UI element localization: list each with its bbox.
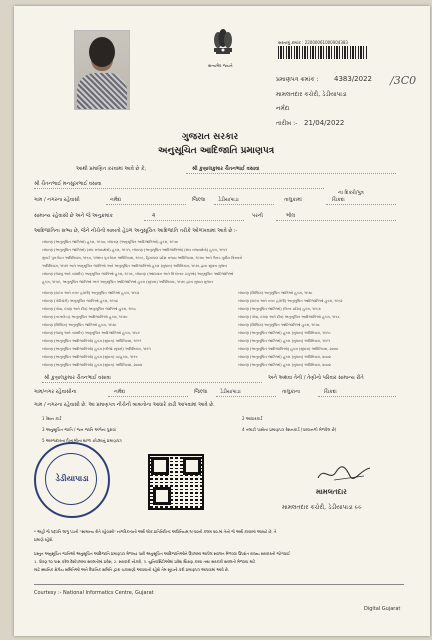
orders-line: અધિનિયમ, ૧૯૭૧ અને અનુસૂચિત જાતિઓ અને અનુસૂચિત આદિજાતિઓ હુકમ (સુધારા) અધિનિયમ, ૧૯૭૬ દ્વારા સુધારા મુજબ: [42, 264, 228, 268]
order-left: બંધારણ (અનુસૂચિત આદિજાતિઓ) હુકમ (સુધારા) વટહુકમ, ૧૯૯૬: [42, 355, 138, 359]
basis-item: 2 આધારકાર્ડ: [242, 416, 263, 421]
body-line1-prefix: આથી પ્રમાણિત કરવામાં આવે છે કે,: [76, 166, 147, 172]
taluka-value: ડેડીયાપાડા: [218, 197, 239, 203]
basis-item: 3 અનુસૂચિત જાતિ / જન જાતિ અંગેના પુરાવા: [42, 427, 116, 432]
basis-item: 4 તલાટી પાસેના પ્રમાણપત્ર રેશનકાર્ડ (પરવાનગી મેળવેલ છે): [242, 427, 337, 432]
applicant-name: શ્રી કુણાલકુમાર ચૈતનભાઈ વસાવા: [192, 166, 260, 172]
order-left: બંધારણ (ગોવા, દમણ અને દીવ) અનુસૂચિત જાતિઓ હુકમ, ૧૯૬૮: [42, 307, 137, 311]
basis-item: 1 રેશન કાર્ડ: [42, 416, 62, 421]
body-line4-prefix: સામાન્ય રહેવાસી છે અને જે અનુક્રમાંક: [34, 213, 113, 219]
tribe-name: ભીલ: [286, 213, 296, 219]
cert-number: 4383/2022: [334, 75, 372, 83]
signatory-office: મામલતદાર કચેરી, ડેડીયાપાડા ૯૯: [282, 504, 362, 511]
district-label: જિલ્લા: [192, 197, 206, 203]
district-value: નર્મદા: [110, 197, 122, 203]
para2-taluka-label: તાલુકાના: [282, 389, 301, 395]
orders-line: બંધારણ (જમ્મુ અને કાશ્મીર) અનુસૂચિત જાતિઓ હુકમ, ૧૯૫૬, બંધારણ (આંદામાન અને નિકોબાર ટાપુઓ) અનુસૂચિત આદિજાતિઓ: [42, 272, 234, 276]
barcode-text: સરનામું ક્રમાંક : 22000061000004383: [278, 40, 348, 45]
body-line5: આદિજાતિના સભ્ય છે, જેને નીચેની બાબતો હેઠળ અનુસૂચિત આદિજાતિ તરીકે ઓળખવામાં આવે છે :-: [34, 228, 238, 234]
order-left: બંધારણ (દાદરા અને નગર હવેલી) અનુસૂચિત જાતિઓ હુકમ, ૧૯૬૨: [42, 291, 140, 295]
district-name: નર્મદા: [276, 105, 290, 112]
order-left: બંધારણ (અનુસૂચિત આદિજાતિઓ) હુકમ (સુધારા) અધિનિયમ, ૨૦૦૨: [42, 363, 143, 367]
order-right: બંધારણ (અનુસૂચિત જાતિઓ) હુકમ (સુધારા) અધિનિયમ, ૨૦૦૨: [238, 355, 331, 359]
digital-gujarat-brand: Digital Gujarat: [364, 606, 401, 612]
qr-code: [148, 454, 204, 510]
footer-note: પ્રસ્તુત અનુસૂચિત જાતિઓ અનુસૂચિત આદિજાતિ પ્રમાણપત્ર મેળવ્યા પછી અનુસૂચિત આદિજાતિઓને ઉપલબ્ધ આપેલ સવલત મેળવવા ઉપરાંત રાજ્ય સરકારની જોગવાઈ: [34, 551, 290, 556]
order-right: બંધારણ (અનુસૂચિત જાતિઓ) હુકમ (સુધારા) અધિનિયમ, ૧૯૯૦: [238, 331, 331, 335]
order-right: બંધારણ (અનુસૂચિત જાતિઓ) હુકમ (સુધારા) અધિનિયમ, ૧૯૯૧: [238, 339, 330, 343]
para2-village: ચિકદા: [324, 389, 337, 395]
date-label: તારીખ :-: [276, 120, 298, 127]
body-line4-mid: પરની: [252, 213, 263, 219]
order-right: બંધારણ (ગોવા, દમણ અને દીવ) અનુસૂચિત આદિજાતિઓ હુકમ, ૧૯૬૮: [238, 315, 340, 319]
orders-line: બંધારણ (અનુસૂચિત જાતિઓ) હુકમ, ૧૯૫૦, બંધારણ (અનુસૂચિત આદિજાતિઓ) હુકમ, ૧૯૫૦: [42, 240, 178, 244]
para2-suffix: અને અથવા તેની / તેણીનો પરિવાર સામાન્ય રીતે: [268, 375, 364, 381]
certificate-title: અનુસૂચિત આદિજાતિ પ્રમાણપત્ર: [158, 146, 275, 156]
order-left: બંધારણ (નાગાલેન્ડ) અનુસૂચિત આદિજાતિઓ હુકમ, ૧૯૭૦: [42, 315, 128, 319]
para2-district-label: જિલ્લા: [194, 389, 208, 395]
courtesy-text: Courtesy :- National Informatics Centre, Gujarat: [34, 590, 154, 596]
serial-number: 4: [152, 213, 156, 219]
para2-taluka: ડેડીયાપાડા: [220, 389, 241, 395]
footer-note: માટે સ્થાનિક ક્ષેત્રીય સમિતિઓ અને વૈધાનિક સમિતિ દ્વારા ચકાસણી આપવાની રહેશે તેમ સૂચનો કરી પ્રમાણપત્ર આપવામાં આવે છે.: [34, 567, 229, 572]
relation-label: ના દિકરો/પુત્ર: [338, 190, 364, 196]
para2-prefix: ગામ/નગર રહેવાસીના: [34, 389, 77, 395]
applicant-name-2: શ્રી કુણાલકુમાર ચૈતનભાઈ વસાવા: [44, 375, 111, 381]
para2-line2: ગામ / નગરના રહેવાસી છે. આ પ્રમાણપત્ર નીચેની બાબતોના આધારે કાઢી આપવામાં આવે છે.: [34, 402, 215, 408]
order-left: બંધારણ (સિક્કિમ) અનુસૂચિત જાતિઓ હુકમ, ૧૯૭૮: [42, 323, 117, 327]
village-value: ચિકદા: [332, 197, 345, 203]
taluka-label: તાલુકામાં: [284, 197, 302, 203]
order-left: બંધારણ (અનુસૂચિત આદિજાતિઓ) હુકમ (બીજો સુધારો) અધિનિયમ, ૧૯૯૧: [42, 347, 151, 351]
signature-icon: [314, 464, 374, 484]
orders-line: મુંબઈ પુનર્ગઠન અધિનિયમ, ૧૯૬૦, પંજાબ પુનર્ગઠન અધિનિયમ, ૧૯૬૬, હિમાચલ પ્રદેશ રાજ્ય અધિનિયમ, ૧૯૭૦ અને ઉત્તર-પૂર્વીય વિસ્તારો: [42, 256, 243, 260]
barcode: [278, 46, 368, 59]
para2-district: નર્મદા: [114, 389, 126, 395]
official-seal: [34, 442, 110, 518]
order-right: બંધારણ (અનુસૂચિત આદિજાતિઓ) હુકમ (સુધારા) અધિનિયમ, ૨૦૦૦: [238, 347, 339, 351]
applicant-photo: [74, 30, 130, 110]
cert-number-label: પ્રમાણપત્ર ક્રમાંક :: [276, 76, 319, 83]
emblem-motto: સત્યમેવ જયતે: [208, 63, 233, 68]
seal-text: ડેડીયાપાડા: [55, 474, 89, 483]
order-right: બંધારણ (દાદરા અને નગર હવેલી) અનુસૂચિત આદિજાતિઓ હુકમ, ૧૯૬૨: [238, 299, 343, 303]
ashoka-emblem-icon: [210, 28, 236, 60]
order-left: બંધારણ (અનુસૂચિત આદિજાતિઓ) હુકમ (સુધારા) અધિનિયમ, ૧૯૯૧: [42, 339, 142, 343]
footer-note: * અહીં જે પદ્ધતિ લાગુ પડતી "સામાન્ય રીતે રહેવાસી" નાગરિકત્વનો અર્થ લોક-પ્રતિનિધિત્વ અધિનિયમ,૧૯૫૦ની કલમ ૨૦-માં તેનો જે અર્થ કરવામાં આવ્યો છે, તે: [34, 529, 277, 534]
handwritten-number: /3C0: [390, 74, 417, 87]
order-right: બંધારણ (સિક્કિમ) અનુસૂચિત આદિજાતિઓ હુકમ, ૧૯૭૮: [238, 323, 320, 327]
footer-note: પ્રમાણે રહેશે.: [34, 537, 54, 542]
certificate-page: [14, 6, 430, 636]
orders-line: હુકમ, ૧૯૫૯, અનુસૂચિત જાતિઓ અને અનુસૂચિત આદિજાતિઓ હુકમ (સુધારા) અધિનિયમ, ૧૯૭૬ દ્વારા સુધારા મુજબ: [42, 280, 213, 284]
gov-heading: ગુજરાત સરકાર: [182, 132, 239, 142]
signatory-title: મામલતદાર: [316, 488, 347, 496]
order-right: બંધારણ (સિક્કિમ) અનુસૂચિત જાતિઓ હુકમ, ૧૯૭૮: [238, 291, 313, 295]
order-left: બંધારણ (જમ્મુ અને કાશ્મીર) અનુસૂચિત આદિજાતિઓ હુકમ, ૧૯૮૯: [42, 331, 141, 335]
issuing-office: મામલતદાર કચેરી, ડેડીયાપાડા: [276, 91, 347, 98]
orders-line: બંધારણ (અનુસૂચિત જાતિઓ) (સંઘ રાજ્યક્ષેત્રો) હુકમ, ૧૯૫૧, બંધારણ (અનુસૂચિત આદિજાતિઓ) (સંઘ રાજ્યક્ષેત્રો) હુકમ, ૧૯૫૧: [42, 248, 228, 252]
body-line3-prefix: ગામ / નગરના રહેવાસી: [34, 197, 80, 203]
order-right: બંધારણ (અનુસૂચિત જાતિઓ) (ઉત્તર પ્રદેશ) હુકમ, ૧૯૬૭: [238, 307, 321, 311]
footer-note: 1. ધોરણ ૧૦ પાસ કરેલ દેશોપલબ્ધ સવલતોમાં પ્રવેશ, 2. સરકારી નોકરી, 3. યુનિવર્સિટીઓમાં પ્રવેશ શિક્ષણ કરવા તથા સરકારી સવલતો મેળવવા માટે: [34, 559, 256, 564]
father-name: શ્રી ચૈતનભાઈ મનસુખભાઈ વસાવા: [34, 181, 102, 187]
cert-date: 21/04/2022: [304, 119, 345, 127]
order-right: બંધારણ (અનુસૂચિત જાતિઓ) હુકમ (સુધારા) અધિનિયમ, ૨૦૦૨: [238, 363, 331, 367]
order-left: બંધારણ (પોંડિચેરી) અનુસૂચિત જાતિઓ હુકમ, ૧૯૬૪: [42, 299, 118, 303]
basis-item: 5 અરજદારના પિતાશ્રીના શાળા છોડ્યાનું પ્રમાણપત્ર: [42, 438, 122, 443]
